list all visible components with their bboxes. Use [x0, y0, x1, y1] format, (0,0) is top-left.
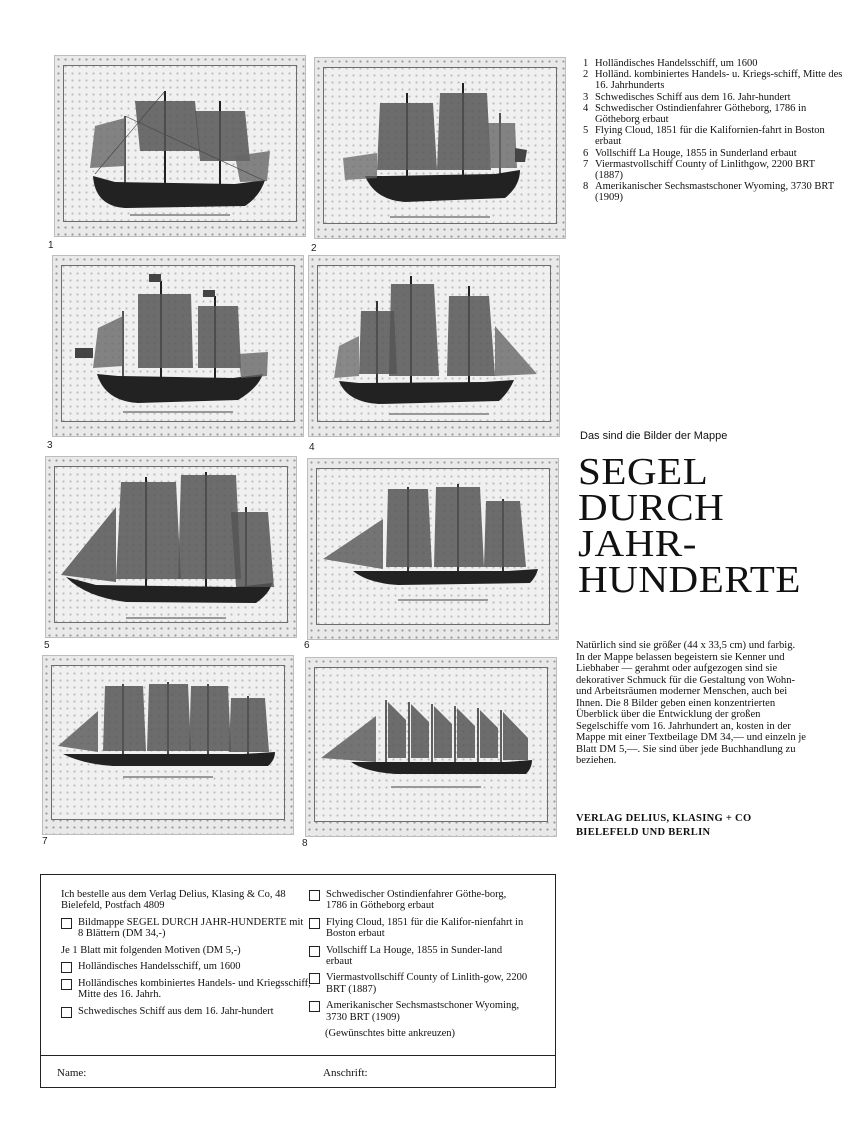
intro-text: Das sind die Bilder der Mappe — [580, 430, 728, 442]
item-checkbox[interactable] — [309, 890, 320, 901]
ship-plate-8 — [305, 657, 557, 837]
single-intro: Je 1 Blatt mit folgenden Motiven (DM 5,-) — [61, 944, 241, 956]
body-text: Natürlich sind sie größer (44 x 33,5 cm) und farbig. In der Mappe belassen begeistern sie Kenner und Liebhaber — gerahmt oder aufgezogen sind sie dekorativer Schmuck für die Gestaltung von Wohn- und Arbeitsräumen moderner Menschen, auch bei Ihnen. Die 8 Bilder geben einen konzentrierten Überblick über die Entwicklung der großen Segelschiffe vom 16. Jahrhundert an, kosten in der Mappe mit einer Textbeilage DM 34,— und einzeln je Blatt DM 5,—. Sie sind über jede Buchhandlung zu beziehen. — [576, 640, 806, 766]
list-item: 4 Schwedischer Ostindienfahrer Götheborg, 1786 in Götheborg erbaut — [583, 102, 807, 126]
publisher: VERLAG DELIUS, KLASING + CO BIELEFELD UND BERLIN — [576, 813, 752, 838]
name-label: Name: — [57, 1067, 87, 1079]
ship-plate-7 — [42, 655, 294, 835]
item-checkbox[interactable] — [309, 1001, 320, 1012]
ship-illustration-7 — [43, 656, 293, 834]
item-checkbox[interactable] — [61, 979, 72, 990]
ship-plate-6 — [307, 458, 559, 640]
form-divider — [41, 1055, 555, 1056]
item-checkbox[interactable] — [309, 918, 320, 929]
plate-number: 5 — [44, 640, 50, 651]
list-item: 1 Holländisches Handelsschiff, um 1600 — [583, 58, 758, 69]
address-label: Anschrift: — [323, 1067, 368, 1079]
ship-illustration-5 — [46, 457, 296, 637]
item-checkbox[interactable] — [309, 973, 320, 984]
plate-number: 1 — [48, 240, 54, 251]
ship-plate-3 — [52, 255, 304, 437]
list-item: 7 Viermastvollschiff County of Linlithgow, 2200 BRT (1887) — [583, 158, 815, 182]
ship-illustration-3 — [53, 256, 303, 436]
list-item: 2 Holländ. kombiniertes Handels- u. Kriegs-schiff, Mitte des 16. Jahrhunderts — [583, 69, 843, 92]
plate-list — [583, 58, 843, 204]
ship-plate-2 — [314, 57, 566, 239]
form-note: (Gewünschtes bitte ankreuzen) — [325, 1028, 456, 1040]
list-item: 8 Amerikanischer Sechsmastschoner Wyoming, 3730 BRT (1909) — [583, 181, 834, 204]
plate-number: 7 — [42, 836, 48, 847]
ship-plate-5 — [45, 456, 297, 638]
ship-illustration-4 — [309, 256, 559, 436]
plate-number: 6 — [304, 640, 310, 651]
ship-plate-4 — [308, 255, 560, 437]
plate-number: 3 — [47, 440, 53, 451]
item-checkbox[interactable] — [309, 946, 320, 957]
list-item: 5 Flying Cloud, 1851 für die Kalifornien-fahrt in Boston erbaut — [583, 125, 825, 148]
list-item: 6 Vollschiff La Houge, 1855 in Sunderland erbaut — [583, 147, 797, 159]
headline: SEGEL DURCH JAHR- HUNDERTE — [578, 451, 801, 601]
ship-illustration-2 — [315, 58, 565, 238]
item-checkbox[interactable] — [61, 1007, 72, 1018]
ship-plate-1 — [54, 55, 306, 237]
ship-illustration-1 — [55, 56, 305, 236]
form-intro: Ich bestelle aus dem Verlag Delius, Klasing & Co, 48 Bielefeld, Postfach 4809 — [61, 889, 286, 912]
plate-number: 4 — [309, 442, 315, 453]
list-item: 3 Schwedisches Schiff aus dem 16. Jahr-hundert — [583, 91, 791, 103]
ship-illustration-8 — [306, 658, 556, 836]
plate-number: 2 — [311, 243, 317, 254]
portfolio-checkbox[interactable] — [61, 918, 72, 929]
plate-number: 8 — [302, 838, 308, 849]
item-checkbox[interactable] — [61, 962, 72, 973]
ship-illustration-6 — [308, 459, 558, 639]
order-form: Ich bestelle aus dem Verlag Delius, Klasing & Co, 48 Bielefeld, Postfach 4809 Bildmappe SEGEL DURCH JAHR-HUNDERTE mit 8 Blättern (DM 34,-) Je 1 Blatt mit folgenden Motiven (DM 5,-) Holländisches Handelsschiff, um 1600 Holländisches kombiniertes Handels- und Kriegsschiff, Mitte des 16. Jahrh. Schwedisches Schiff aus dem 16. Jahr-hundert Schwedischer Ostindienfahrer Göthe-borg, 1786 in Götheborg erbaut Flying Cloud, 1851 für die Kalifor-nienfahrt in Boston erbaut Vollschiff La Houge, 1855 in Sunder-land erbaut Viermastvollschiff County of Linlith-gow, 2200 BRT (1887) Amerikanischer Sechsmastschoner Wyoming, 3730 BRT (1909) (Gewünschtes bitte ankreuzen) Name: Anschrift: — [40, 874, 556, 1088]
